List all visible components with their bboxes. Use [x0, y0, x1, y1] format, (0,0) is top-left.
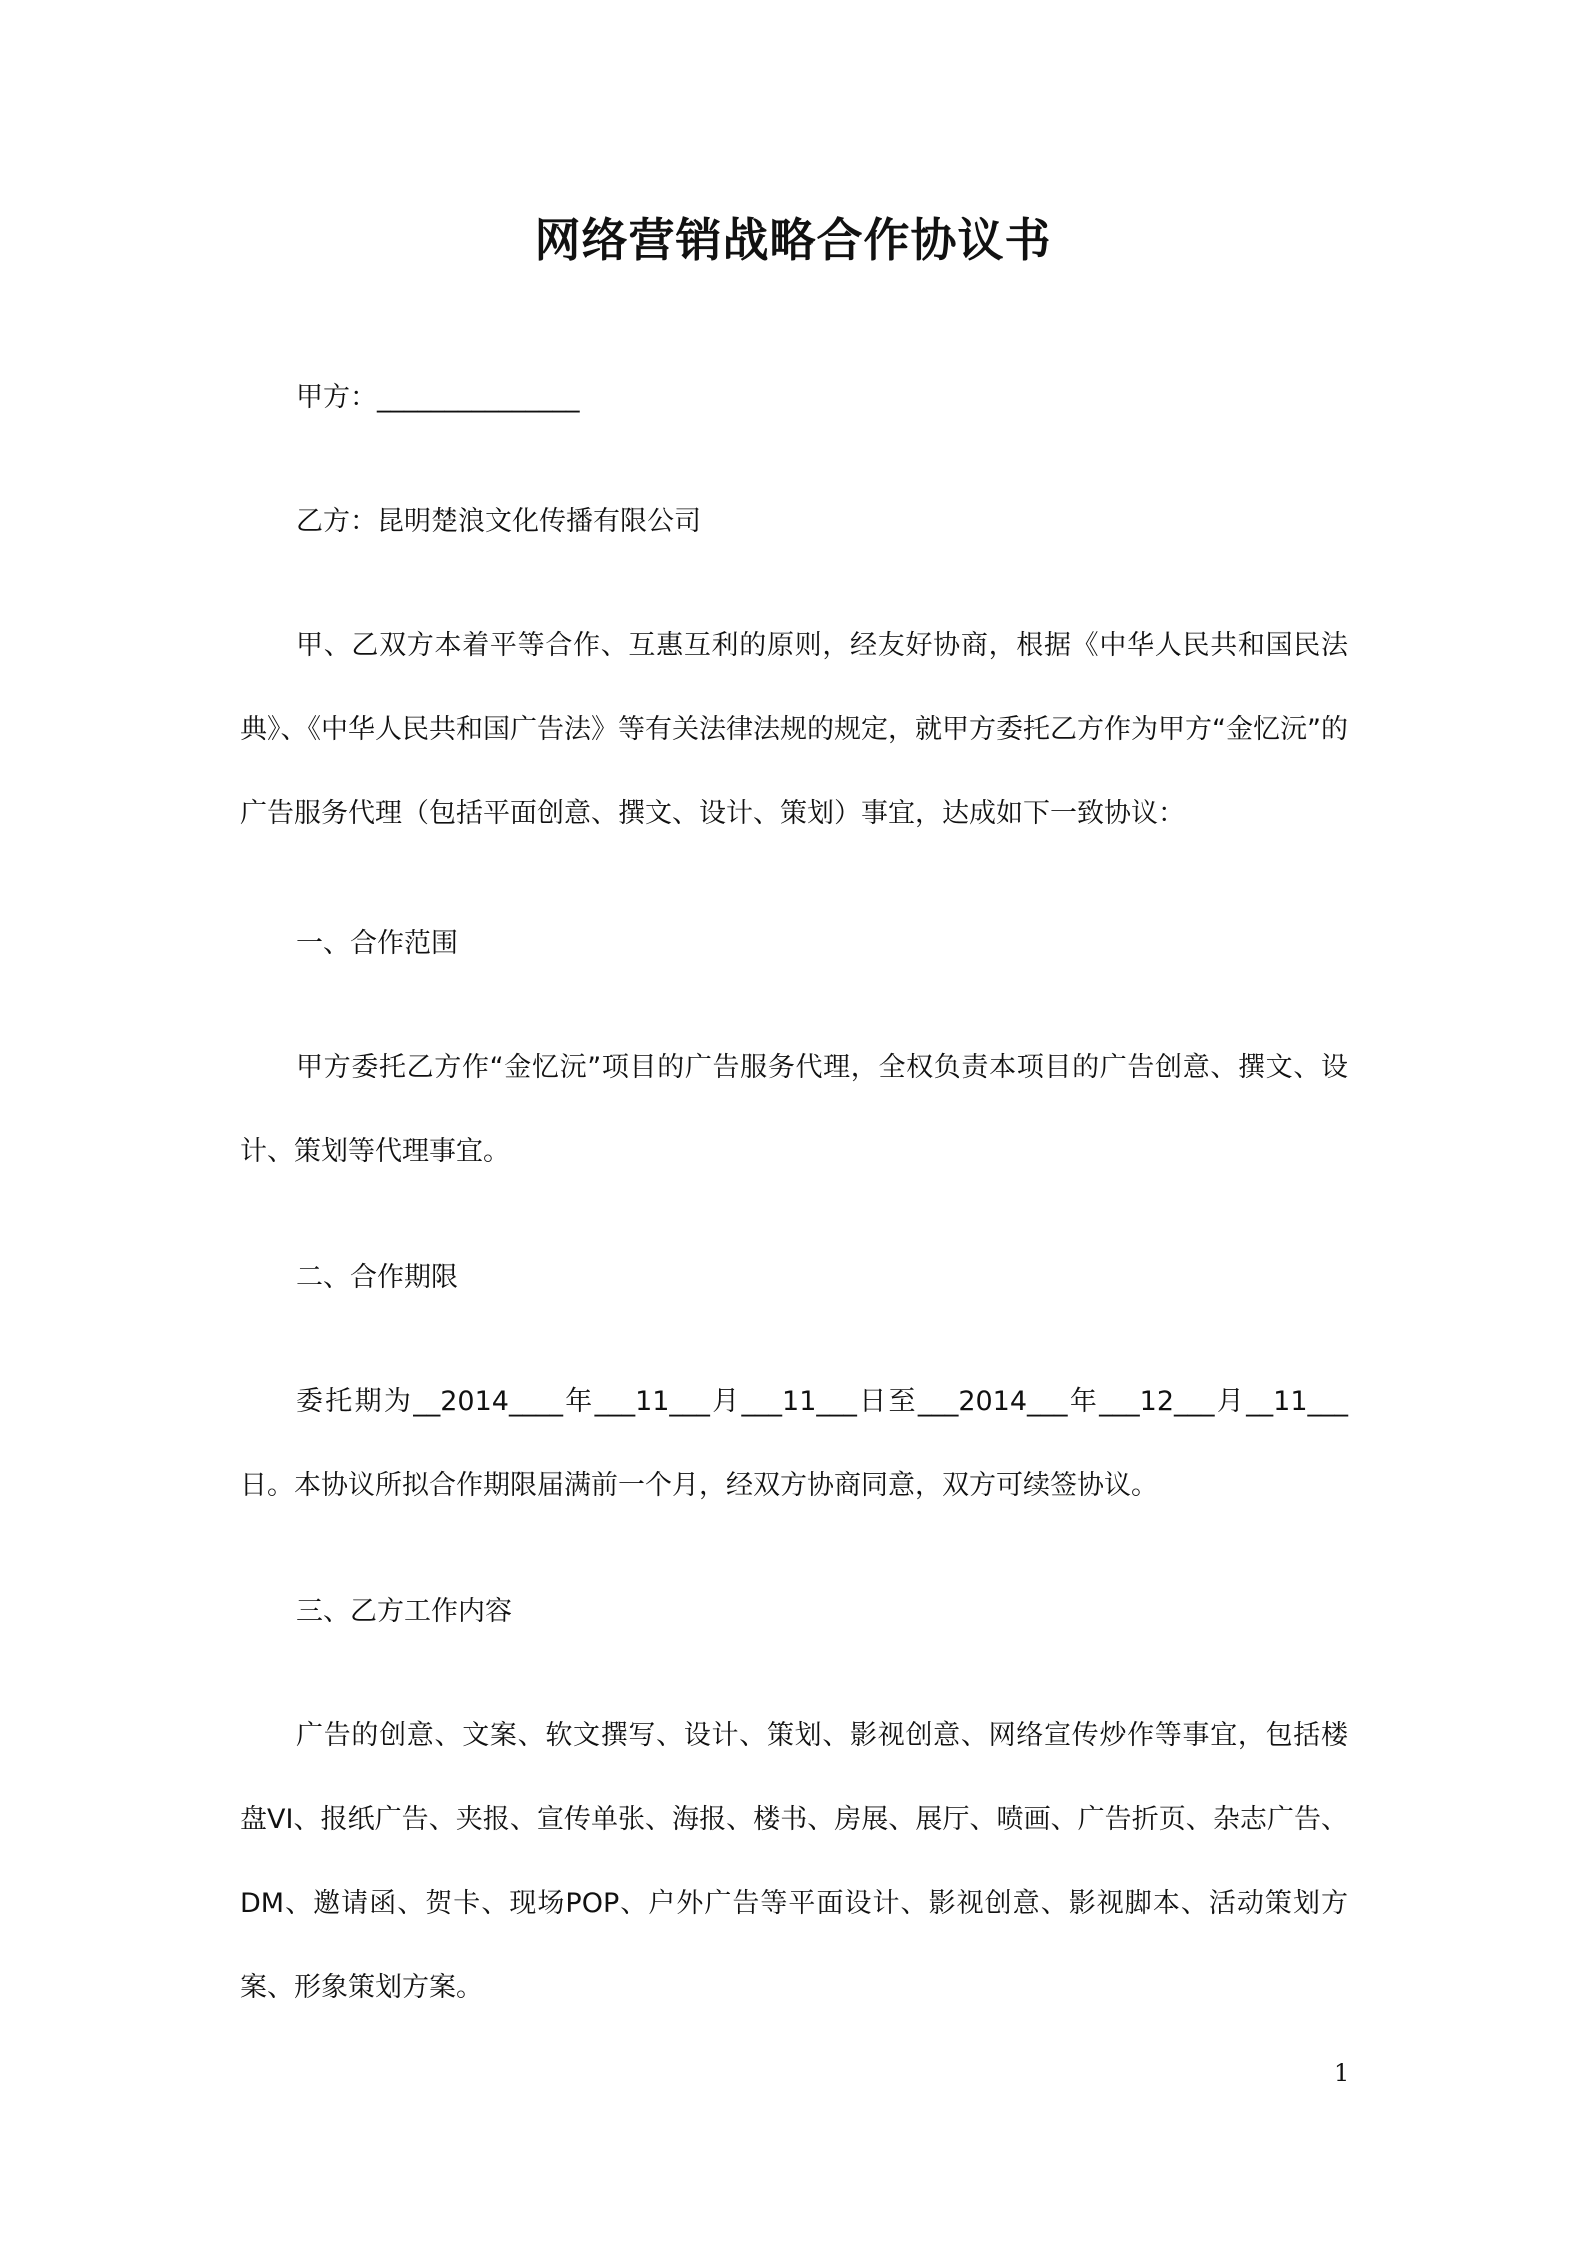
- party-a-line: 甲方：_______________: [296, 382, 580, 413]
- page-number: 1: [1334, 2059, 1350, 2087]
- section-2-body: 委托期为__2014____年___11___月___11___日至___2014___年___12___月__11___日。本协议所拟合作期限届满前一个月，经双方协商同意，双方可续签协议。: [240, 1386, 1348, 1501]
- party-b-line: 乙方：昆明楚浪文化传播有限公司: [296, 506, 701, 537]
- document-title: 网络营销战略合作协议书: [534, 213, 1052, 267]
- section-3-body: 广告的创意、文案、软文撰写、设计、策划、影视创意、网络宣传炒作等事宜，包括楼盘VI、报纸广告、夹报、宣传单张、海报、楼书、房展、展厅、喷画、广告折页、杂志广告、DM、邀请函、贺卡、现场POP、户外广告等平面设计、影视创意、影视脚本、活动策划方案、形象策划方案。: [240, 1720, 1348, 2003]
- intro-paragraph: 甲、乙双方本着平等合作、互惠互利的原则，经友好协商，根据《中华人民共和国民法典》、《中华人民共和国广告法》等有关法律法规的规定，就甲方委托乙方作为甲方“金忆沅”的广告服务代理（包括平面创意、撰文、设计、策划）事宜，达成如下一致协议：: [240, 630, 1348, 829]
- section-2-heading: 二、合作期限: [296, 1262, 458, 1293]
- section-3-heading: 三、乙方工作内容: [296, 1596, 512, 1627]
- section-1-body: 甲方委托乙方作“金忆沅”项目的广告服务代理，全权负责本项目的广告创意、撰文、设计、策划等代理事宜。: [240, 1052, 1348, 1167]
- section-1-heading: 一、合作范围: [296, 928, 458, 959]
